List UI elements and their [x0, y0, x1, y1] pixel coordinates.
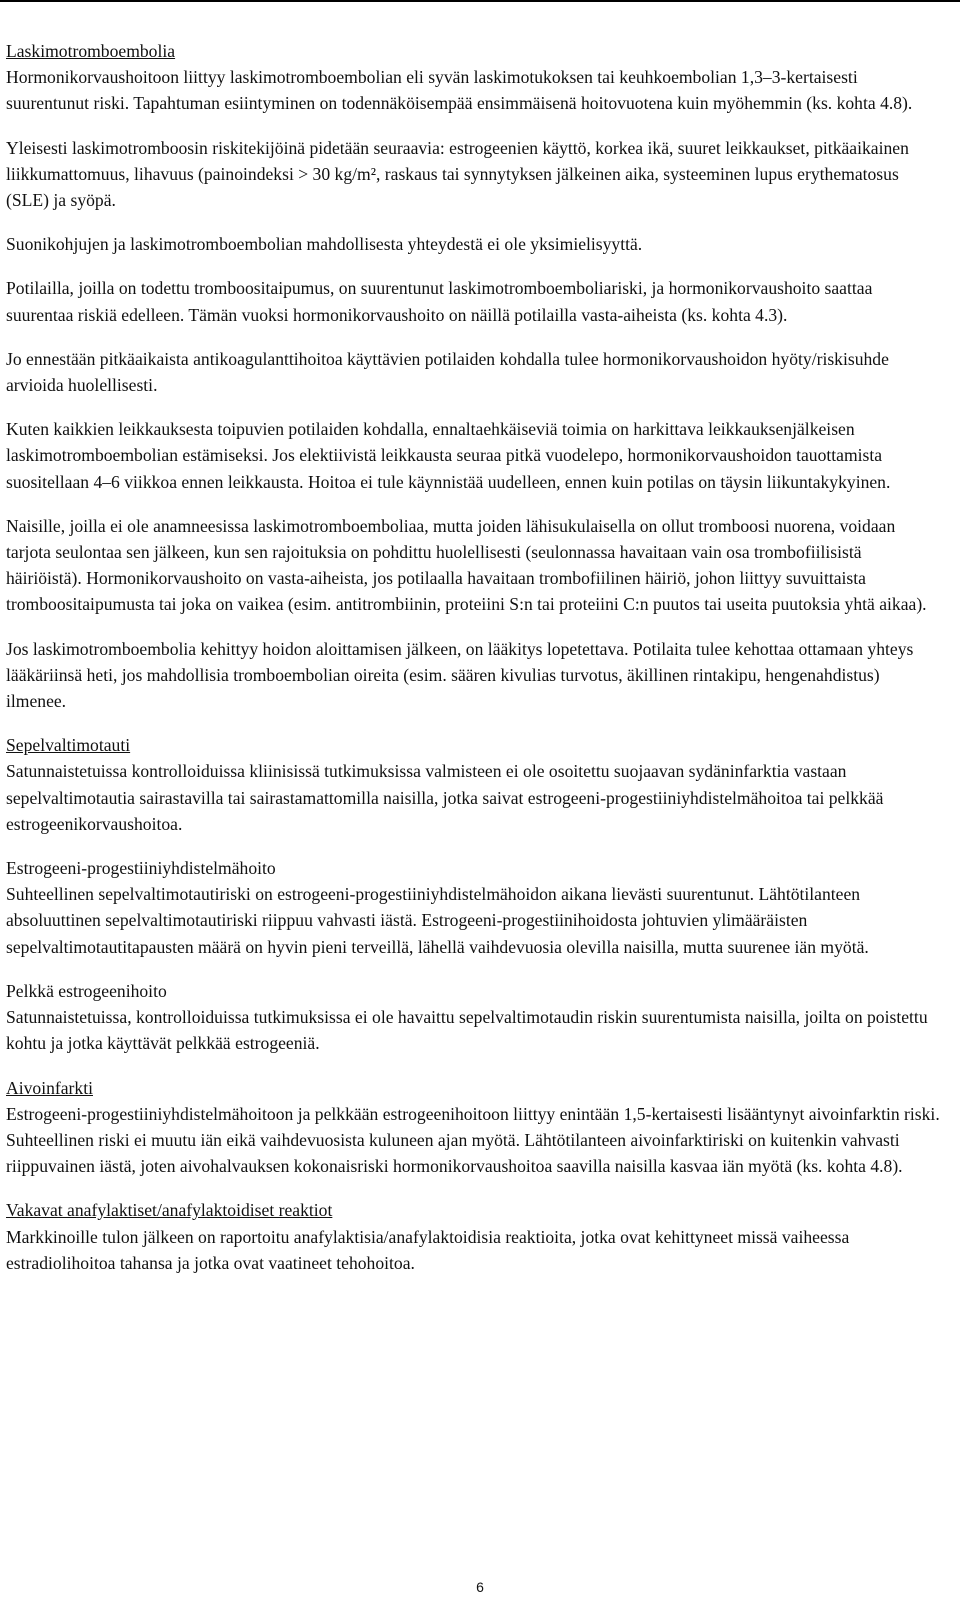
section-varicose-veins	[6, 231, 941, 257]
paragraph: Satunnaistetuissa, kontrolloiduissa tutkimuksissa ei ole havaittu sepelvaltimotaudin riskin suurentumista naisilla, joilta on poistettu kohtu ja jotka käyttävät pelkkää estrogeeniä.	[6, 1007, 928, 1054]
paragraph: Kuten kaikkien leikkauksesta toipuvien potilaiden kohdalla, ennaltaehkäiseviä toimia on harkittava leikkauksenjälkeisen laskimotromboembolian estämiseksi. Jos elektiivistä leikkausta seuraa pitkä vuodelepo, hormonikorvaushoidon tauottamista suositellaan 4–6 viikkoa ennen leikkausta. Hoitoa ei tule käynnistää uudelleen, ennen kuin potilas on täysin liikuntakykyinen.	[6, 419, 891, 492]
section-laskimotromboembolia	[6, 38, 941, 117]
paragraph: Suonikohjujen ja laskimotromboembolian mahdollisesta yhteydestä ei ole yksimielisyyttä.	[6, 234, 643, 255]
paragraph: Potilailla, joilla on todettu tromboositaipumus, on suurentunut laskimotromboemboliariski, ja hormonikorvaushoito saattaa suurentaa riskiä edelleen. Tämän vuoksi hormonikorvaushoito on näillä potilailla vasta-aiheista (ks. kohta 4.3).	[6, 278, 873, 325]
paragraph: Markkinoille tulon jälkeen on raportoitu anafylaktisia/anafylaktoidisia reaktioita, jotka ovat kehittyneet missä vaiheessa estradiolihoitoa tahansa ja jotka ovat vaatineet tehohoitoa.	[6, 1226, 850, 1273]
section-screening	[6, 513, 941, 618]
section-combined-therapy	[6, 855, 941, 960]
section-surgery	[6, 416, 941, 495]
section-discontinuation	[6, 636, 941, 715]
section-heading: Laskimotromboembolia	[6, 41, 176, 61]
page-top-rule	[0, 0, 960, 2]
section-heading: Aivoinfarkti	[6, 1077, 93, 1098]
subsection-heading: Estrogeeni-progestiiniyhdistelmähoito	[6, 858, 276, 879]
section-anaphylaxis	[6, 1197, 941, 1276]
section-aivoinfarkti	[6, 1075, 941, 1180]
section-heading: Sepelvaltimotauti	[6, 735, 131, 756]
section-thrombosis-tendency	[6, 275, 941, 327]
document-page	[6, 38, 941, 1294]
section-risk-factors	[6, 135, 941, 214]
paragraph: Suhteellinen sepelvaltimotautiriski on estrogeeni-progestiiniyhdistelmähoidon aikana lievästi suurentunut. Lähtötilanteen absoluuttinen sepelvaltimotautiriski riippuu vahvasti iästä. Estrogeeni-progestiinihoidosta johtuvien ylimääräisten sepelvaltimotautitapausten määrä on hyvin pieni terveillä, lähellä vaihdevuosia olevilla naisilla, mutta suurenee iän myötä.	[6, 884, 869, 957]
paragraph: Jos laskimotromboembolia kehittyy hoidon aloittamisen jälkeen, on lääkitys lopetettava. Potilaita tulee kehottaa ottamaan yhteys lääkäriinsä heti, jos mahdollisia tromboembolian oireita (esim. säären kivulias turvotus, äkillinen rintakipu, hengenahdistus) ilmenee.	[6, 638, 914, 712]
page-number: 6	[476, 1579, 484, 1595]
paragraph: Hormonikorvaushoitoon liittyy laskimotromboembolian eli syvän laskimotukoksen tai keuhkoembolian 1,3–3-kertaisesti suurentunut riski. Tapahtuman esiintyminen on todennäköisempää ensimmäisenä hoitovuotena kuin myöhemmin (ks. kohta 4.8).	[6, 67, 913, 114]
section-estrogen-only	[6, 978, 941, 1057]
paragraph: Naisille, joilla ei ole anamneesissa laskimotromboemboliaa, mutta joiden lähisukulaisella on ollut tromboosi nuorena, voidaan tarjota seulontaa sen jälkeen, kun sen rajoituksia on pohdittu huolellisesti (seulonnassa havaitaan vain osa trombofiilisistä häiriöistä). Hormonikorvaushoito on vasta-aiheista, jos potilaalla havaitaan trombofiilinen häiriö, johon liittyy suvuittaista tromboositaipumusta tai joka on vaikea (esim. antitrombiinin, proteiini S:n tai proteiini C:n puutos tai useita puutoksia yhtä aikaa).	[6, 515, 927, 615]
paragraph: Jo ennestään pitkäaikaista antikoagulanttihoitoa käyttävien potilaiden kohdalla tulee hormonikorvaushoidon hyöty/riskisuhde arvioida huolellisesti.	[6, 348, 889, 396]
section-anticoagulants	[6, 346, 941, 398]
paragraph: Yleisesti laskimotromboosin riskitekijöinä pidetään seuraavia: estrogeenien käyttö, korkea ikä, suuret leikkaukset, pitkäaikainen liikkumattomuus, lihavuus (painoindeksi > 30 kg/m², raskaus tai synnytyksen jälkeinen aika, systeeminen lupus erythematosus (SLE) ja syöpä.	[6, 137, 909, 211]
section-heading: Vakavat anafylaktiset/anafylaktoidiset reaktiot	[6, 1200, 333, 1221]
subsection-heading: Pelkkä estrogeenihoito	[6, 980, 167, 1001]
paragraph: Satunnaistetuissa kontrolloiduissa kliinisissä tutkimuksissa valmisteen ei ole osoitettu suojaavan sydäninfarktia vastaan sepelvaltimotautia sairastavilla tai sairastamattomilla naisilla, jotka saivat estrogeeni-progestiiniyhdistelmähoitoa tai pelkkää estrogeenikorvaushoitoa.	[6, 761, 884, 834]
paragraph: Estrogeeni-progestiiniyhdistelmähoitoon ja pelkkään estrogeenihoitoon liittyy enintään 1,5-kertaisesti lisääntynyt aivoinfarktin riski. Suhteellinen riski ei muutu iän eikä vaihdevuosista kuluneen ajan myötä. Lähtötilanteen aivoinfarktiriski on kuitenkin vahvasti riippuvainen iästä, joten aivohalvauksen kokonaisriski hormonikorvaushoitoa saavilla naisilla kasvaa iän myötä (ks. kohta 4.8).	[6, 1103, 940, 1177]
section-sepelvaltimotauti	[6, 732, 941, 837]
